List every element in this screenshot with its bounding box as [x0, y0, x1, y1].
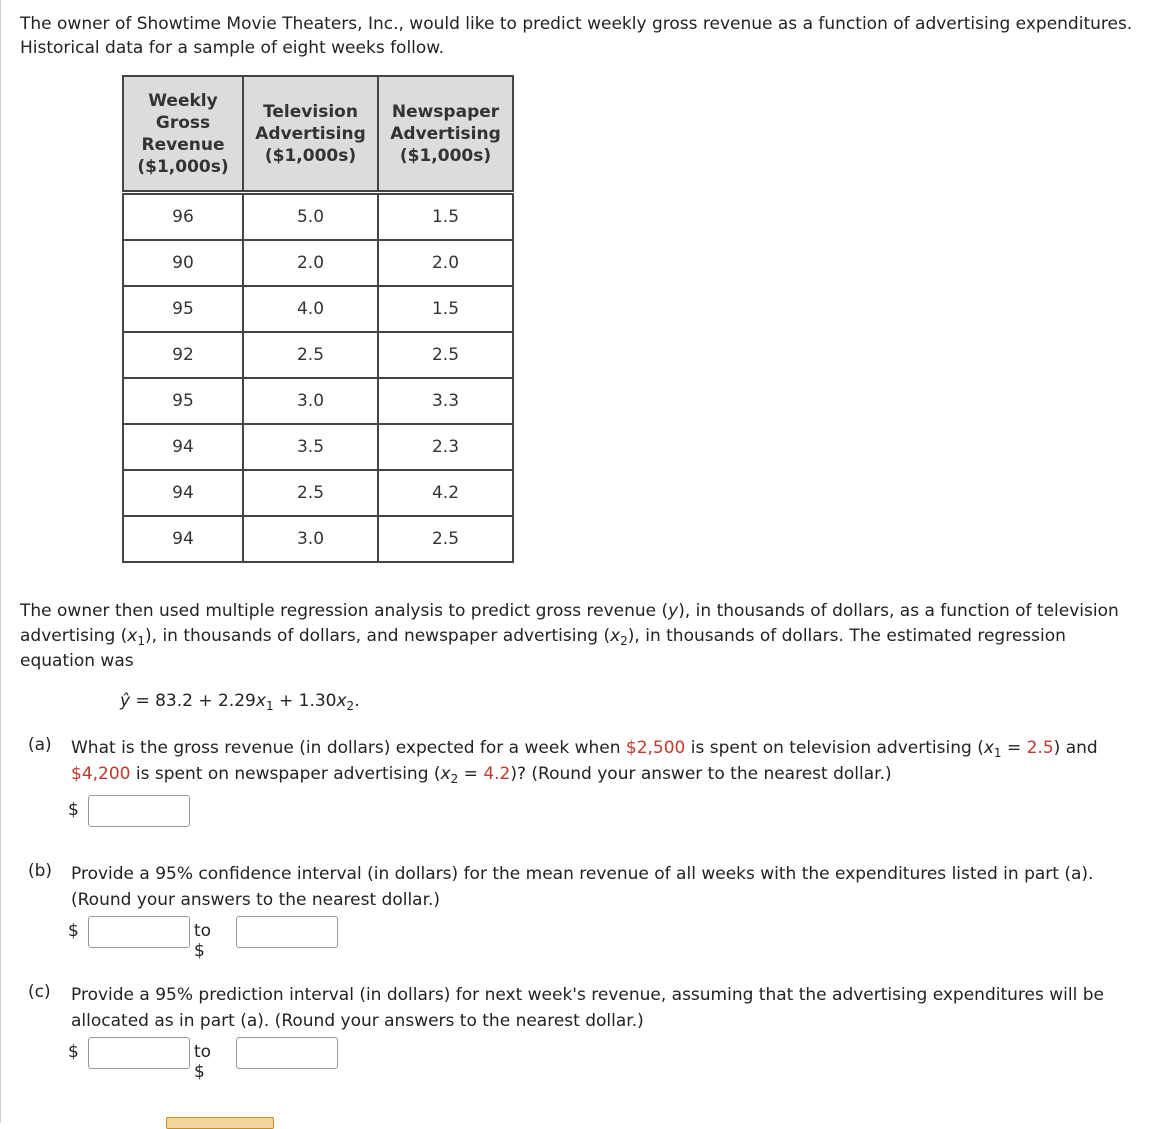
data-table [122, 75, 514, 563]
cell-newspaper: 2.3 [378, 424, 513, 470]
table-row [123, 240, 513, 286]
intro-text: The owner of Showtime Movie Theaters, Inc., would like to predict weekly gross revenue as a function of advertising expenditures. Historical data for a sample of eight weeks follow. [20, 14, 1133, 58]
part-b-label: (b) [28, 861, 53, 881]
dollar-sign: $ [68, 921, 79, 941]
left-border [0, 0, 1, 1123]
regression-description: The owner then used multiple regression analysis to predict gross revenue (y), in thousands of dollars, as a function of television advertising $(x_1)$, in thousands of dollars, and newspaper advertising $(x_2)$, in thousands of dollars. The estimated regression equation was [20, 601, 1119, 671]
table-header-row [123, 76, 513, 191]
cell-revenue: 94 [123, 424, 243, 470]
cell-revenue: 94 [123, 516, 243, 562]
cell-revenue: 95 [123, 286, 243, 332]
to-label: to $ [194, 921, 212, 961]
part-c-upper-input[interactable] [236, 1037, 338, 1069]
part-c-lower-input[interactable] [88, 1037, 190, 1069]
cell-newspaper: 3.3 [378, 378, 513, 424]
table-row [123, 470, 513, 516]
cell-revenue: 94 [123, 470, 243, 516]
cell-revenue: 92 [123, 332, 243, 378]
part-a-question: What is the gross revenue (in dollars) expected for a week when $2,500 is spent on television advertising $(x_1 = 2.5)$ and $4,200 is spent on newspaper advertising $(x_2 = 4.2)$? (Round your answer to the nearest dollar.) [71, 738, 1098, 786]
part-b-question: Provide a 95% confidence interval (in dollars) for the mean revenue of all weeks with the expenditures listed in part (a). (Round your answers to the nearest dollar.) [71, 864, 1094, 910]
cell-tv: 2.0 [243, 240, 378, 286]
part-a-label: (a) [28, 735, 52, 755]
cell-newspaper: 2.5 [378, 516, 513, 562]
cell-tv: 4.0 [243, 286, 378, 332]
table-row [123, 378, 513, 424]
cell-newspaper: 2.5 [378, 332, 513, 378]
cell-revenue: 96 [123, 194, 243, 240]
cell-newspaper: 4.2 [378, 470, 513, 516]
cell-newspaper: 1.5 [378, 286, 513, 332]
cell-tv: 2.5 [243, 470, 378, 516]
table-row [123, 332, 513, 378]
cell-tv: 3.0 [243, 378, 378, 424]
cell-newspaper: 1.5 [378, 194, 513, 240]
cell-tv: 5.0 [243, 194, 378, 240]
part-c-label: (c) [28, 982, 51, 1002]
cell-revenue: 95 [123, 378, 243, 424]
header-tv: Television Advertising ($1,000s) [243, 76, 378, 191]
cell-revenue: 90 [123, 240, 243, 286]
need-help-button[interactable] [166, 1117, 274, 1129]
dollar-sign: $ [68, 800, 79, 820]
dollar-sign: $ [68, 1042, 79, 1062]
part-b-lower-input[interactable] [88, 916, 190, 948]
cell-newspaper: 2.0 [378, 240, 513, 286]
to-label: to $ [194, 1042, 212, 1082]
part-b-upper-input[interactable] [236, 916, 338, 948]
table-row [123, 194, 513, 240]
cell-tv: 2.5 [243, 332, 378, 378]
cell-tv: 3.5 [243, 424, 378, 470]
part-a-revenue-input[interactable] [88, 795, 190, 827]
table-row [123, 424, 513, 470]
table-row [123, 516, 513, 562]
table-row [123, 286, 513, 332]
regression-equation: ŷ = $83.2 + 2.29x_1 + 1.30x_2$. [120, 691, 360, 713]
cell-tv: 3.0 [243, 516, 378, 562]
part-c-question: Provide a 95% prediction interval (in dollars) for next week's revenue, assuming that the advertising expenditures will be allocated as in part (a). (Round your answers to the nearest dollar.) [71, 985, 1104, 1031]
header-newspaper: Newspaper Advertising ($1,000s) [378, 76, 513, 191]
header-revenue: Weekly Gross Revenue ($1,000s) [123, 76, 243, 191]
